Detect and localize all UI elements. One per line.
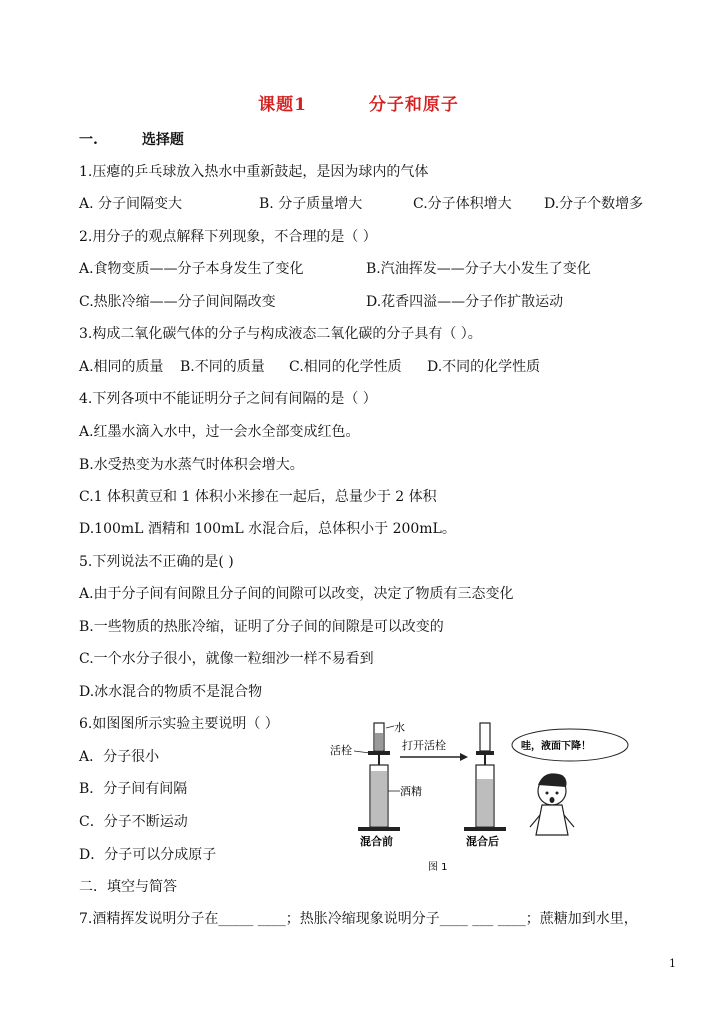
q5-option-a: A.由于分子间有间隙且分子间的间隙可以改变，决定了物质有三态变化 xyxy=(79,586,514,602)
surprised-person-illustration xyxy=(530,773,574,835)
label-before: 混合前 xyxy=(360,835,393,848)
q2-option-a: A.食物变质——分子本身发生了变化 xyxy=(79,261,304,277)
q4-option-c: C.1 体积黄豆和 1 体积小米掺在一起后，总量少于 2 体积 xyxy=(79,489,437,505)
q6-option-c: C．分子不断运动 xyxy=(79,814,188,830)
question-5: 5.下列说法不正确的是( ) xyxy=(79,554,234,570)
q6-option-a: A．分子很小 xyxy=(79,749,160,765)
label-after: 混合后 xyxy=(466,835,499,848)
lesson-title xyxy=(0,90,717,115)
q1-option-d: D.分子个数增多 xyxy=(544,196,644,212)
lesson-topic: 课题1 xyxy=(258,95,307,115)
q4-option-a: A.红墨水滴入水中，过一会水全部变成红色。 xyxy=(79,424,360,440)
question-2: 2.用分子的观点解释下列现象，不合理的是（ ） xyxy=(79,229,377,245)
speech-text: 哇，液面下降！ xyxy=(521,741,591,752)
q3-option-c: C.相同的化学性质 xyxy=(289,359,402,375)
figure-caption: 图 1 xyxy=(428,862,448,873)
q2-option-d: D.花香四溢——分子作扩散运动 xyxy=(366,294,564,310)
section-number: 一. xyxy=(79,132,98,148)
question-7: 7.酒精挥发说明分子在_____ ____；热胀冷缩现象说明分子____ ___ ____；蔗糖加到水里， xyxy=(79,911,638,927)
label-open-valve: 打开活栓 xyxy=(402,739,446,752)
q5-option-c: C.一个水分子很小，就像一粒细沙一样不易看到 xyxy=(79,651,374,667)
section-heading-2: 二．填空与简答 xyxy=(79,879,177,895)
label-water: 水 xyxy=(394,721,405,734)
q1-option-a: A. 分子间隔变大 xyxy=(79,196,183,212)
question-3: 3.构成二氧化碳气体的分子与构成液态二氧化碳的分子具有（ ）。 xyxy=(79,326,482,342)
section-heading-1 xyxy=(79,130,184,150)
q4-option-b: B.水受热变为水蒸气时体积会增大。 xyxy=(79,457,304,473)
q3-option-a: A.相同的质量 xyxy=(79,359,164,375)
label-valve: 活栓 xyxy=(330,744,352,757)
q2-option-b: B.汽油挥发——分子大小发生了变化 xyxy=(366,261,591,277)
q3-option-b: B.不同的质量 xyxy=(180,359,265,375)
page-number: 1 xyxy=(669,957,676,970)
question-6: 6.如图图所示实验主要说明（ ） xyxy=(79,716,279,732)
q1-option-c: C.分子体积增大 xyxy=(413,196,512,212)
apparatus-after xyxy=(464,723,506,831)
q5-option-b: B.一些物质的热胀冷缩，证明了分子间的间隙是可以改变的 xyxy=(79,619,444,635)
q2-option-c: C.热胀冷缩——分子间间隔改变 xyxy=(79,294,276,310)
label-alcohol: 酒精 xyxy=(400,785,422,798)
lesson-name: 分子和原子 xyxy=(368,95,459,115)
question-1: 1.压瘪的乒乓球放入热水中重新鼓起，是因为球内的气体 xyxy=(79,164,429,180)
question-4: 4.下列各项中不能证明分子之间有间隔的是（ ） xyxy=(79,391,377,407)
q6-option-b: B．分子间有间隔 xyxy=(79,781,188,797)
q5-option-d: D.冰水混合的物质不是混合物 xyxy=(79,684,263,700)
apparatus-before xyxy=(358,723,400,831)
q1-option-b: B. 分子质量增大 xyxy=(259,196,363,212)
q6-option-d: D．分子可以分成原子 xyxy=(79,847,217,863)
section-label: 选择题 xyxy=(141,132,184,148)
q4-option-d: D.100mL 酒精和 100mL 水混合后，总体积小于 200mL。 xyxy=(79,521,456,537)
arrow-head xyxy=(460,753,468,761)
q3-option-d: D.不同的化学性质 xyxy=(427,359,541,375)
experiment-figure xyxy=(330,715,630,875)
